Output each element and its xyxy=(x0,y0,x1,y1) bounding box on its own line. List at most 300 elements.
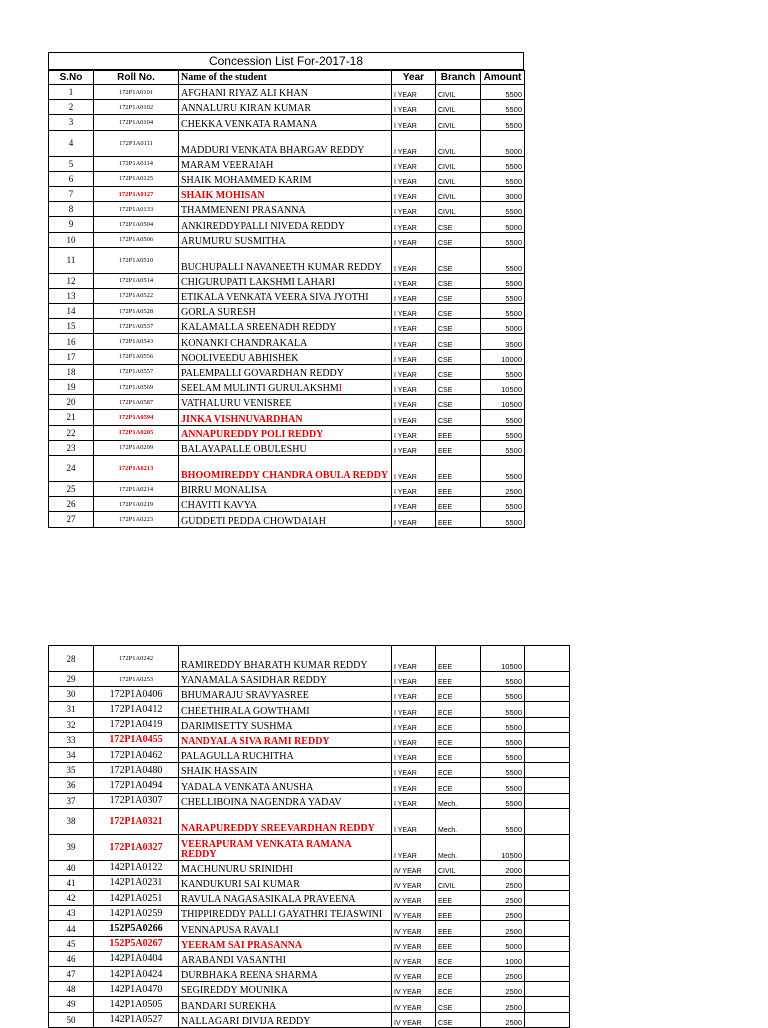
cell-sno: 33 xyxy=(49,732,94,747)
cell-year: I YEAR xyxy=(392,100,436,115)
cell-year: I YEAR xyxy=(392,410,436,425)
cell-branch: CIVIL xyxy=(436,860,481,875)
cell-branch: EEE xyxy=(436,891,481,906)
cell-student-name: ANNALURU KIRAN KUMAR xyxy=(179,100,392,115)
cell-amount: 2500 xyxy=(481,875,525,890)
cell-branch: CIVIL xyxy=(436,186,481,201)
cell-branch: CIVIL xyxy=(436,130,481,156)
cell-amount: 5500 xyxy=(481,717,525,732)
cell-sno: 17 xyxy=(49,349,94,364)
cell-amount: 2500 xyxy=(481,906,525,921)
cell-sno: 31 xyxy=(49,702,94,717)
cell-sno: 26 xyxy=(49,497,94,512)
cell-student-name: RAVULA NAGASASIKALA PRAVEENA xyxy=(179,891,392,906)
cell-student-name: YEERAM SAI PRASANNA xyxy=(179,936,392,951)
header-roll: Roll No. xyxy=(94,71,179,85)
cell-year: I YEAR xyxy=(392,763,436,778)
cell-amount: 5500 xyxy=(481,85,525,100)
cell-amount: 10500 xyxy=(481,834,525,860)
cell-student-name: BALAYAPALLE OBULESHU xyxy=(179,440,392,455)
cell-year: I YEAR xyxy=(392,273,436,288)
cell-branch: ECE xyxy=(436,778,481,793)
cell-branch: CSE xyxy=(436,288,481,303)
cell-extra xyxy=(525,687,570,702)
cell-branch: CSE xyxy=(436,319,481,334)
cell-roll-no: 172P1A0556 xyxy=(94,349,179,364)
cell-branch: EEE xyxy=(436,455,481,481)
cell-year: IV YEAR xyxy=(392,982,436,997)
cell-sno: 20 xyxy=(49,395,94,410)
cell-branch: EEE xyxy=(436,440,481,455)
cell-branch: CIVIL xyxy=(436,171,481,186)
cell-year: I YEAR xyxy=(392,247,436,273)
cell-roll-no: 172P1A0510 xyxy=(94,247,179,273)
cell-amount: 2500 xyxy=(481,921,525,936)
cell-amount: 2500 xyxy=(481,982,525,997)
cell-branch: ECE xyxy=(436,702,481,717)
cell-sno: 41 xyxy=(49,875,94,890)
cell-amount: 2000 xyxy=(481,860,525,875)
cell-sno: 47 xyxy=(49,967,94,982)
cell-sno: 32 xyxy=(49,717,94,732)
cell-student-name: CHEETHIRALA GOWTHAMI xyxy=(179,702,392,717)
cell-year: IV YEAR xyxy=(392,1012,436,1027)
cell-student-name: RAMIREDDY BHARATH KUMAR REDDY xyxy=(179,646,392,672)
cell-year: I YEAR xyxy=(392,834,436,860)
cell-extra xyxy=(525,763,570,778)
cell-sno: 49 xyxy=(49,997,94,1012)
cell-amount: 5500 xyxy=(481,410,525,425)
cell-year: I YEAR xyxy=(392,334,436,349)
cell-sno: 18 xyxy=(49,364,94,379)
cell-roll-no: 172P1A0462 xyxy=(94,747,179,762)
cell-year: I YEAR xyxy=(392,130,436,156)
table-row xyxy=(49,156,525,171)
cell-student-name: BHUMARAJU SRAVYASREE xyxy=(179,687,392,702)
cell-roll-no: 152P5A0267 xyxy=(94,936,179,951)
table-row xyxy=(49,410,525,425)
cell-student-name: SHAIK HASSAIN xyxy=(179,763,392,778)
cell-student-name: KONANKI CHANDRAKALA xyxy=(179,334,392,349)
cell-extra xyxy=(525,747,570,762)
cell-branch: CSE xyxy=(436,364,481,379)
table-row xyxy=(49,497,525,512)
cell-student-name: THIPPIREDDY PALLI GAYATHRI TEJASWINI xyxy=(179,906,392,921)
table-row xyxy=(49,425,525,440)
cell-sno: 38 xyxy=(49,808,94,834)
table-row xyxy=(49,232,525,247)
cell-student-name: ANKIREDDYPALLI NIVEDA REDDY xyxy=(179,217,392,232)
cell-amount: 5500 xyxy=(481,440,525,455)
cell-branch: ECE xyxy=(436,982,481,997)
cell-sno: 27 xyxy=(49,512,94,527)
table-row xyxy=(49,512,525,527)
cell-roll-no: 172P1A0114 xyxy=(94,156,179,171)
cell-roll-no: 142P1A0424 xyxy=(94,967,179,982)
cell-extra xyxy=(525,834,570,860)
cell-amount: 1000 xyxy=(481,951,525,966)
cell-year: I YEAR xyxy=(392,455,436,481)
table-row xyxy=(49,273,525,288)
cell-branch: CSE xyxy=(436,217,481,232)
table-row xyxy=(49,860,570,875)
table-row xyxy=(49,247,525,273)
cell-extra xyxy=(525,875,570,890)
cell-branch: ECE xyxy=(436,687,481,702)
cell-roll-no: 142P1A0527 xyxy=(94,1012,179,1027)
cell-sno: 35 xyxy=(49,763,94,778)
cell-year: I YEAR xyxy=(392,202,436,217)
cell-sno: 1 xyxy=(49,85,94,100)
cell-student-name: BANDARI SUREKHA xyxy=(179,997,392,1012)
cell-year: I YEAR xyxy=(392,364,436,379)
cell-amount: 5500 xyxy=(481,702,525,717)
table-row xyxy=(49,982,570,997)
cell-roll-no: 172P1A0242 xyxy=(94,646,179,672)
cell-branch: CSE xyxy=(436,997,481,1012)
cell-amount: 5500 xyxy=(481,778,525,793)
cell-roll-no: 172P1A0102 xyxy=(94,100,179,115)
table-header-row xyxy=(49,71,525,85)
header-year: Year xyxy=(392,71,436,85)
cell-extra xyxy=(525,997,570,1012)
cell-amount: 10000 xyxy=(481,349,525,364)
cell-student-name: CHAVITI KAVYA xyxy=(179,497,392,512)
cell-branch: EEE xyxy=(436,672,481,687)
cell-roll-no: 172P1A0219 xyxy=(94,497,179,512)
cell-roll-no: 172P1A0104 xyxy=(94,115,179,130)
cell-sno: 8 xyxy=(49,202,94,217)
cell-student-name: CHIGURUPATI LAKSHMI LAHARI xyxy=(179,273,392,288)
cell-extra xyxy=(525,921,570,936)
cell-sno: 9 xyxy=(49,217,94,232)
cell-roll-no: 172P1A0205 xyxy=(94,425,179,440)
cell-sno: 19 xyxy=(49,380,94,395)
cell-branch: CIVIL xyxy=(436,875,481,890)
cell-branch: CIVIL xyxy=(436,100,481,115)
table-row xyxy=(49,380,525,395)
cell-year: I YEAR xyxy=(392,778,436,793)
cell-sno: 23 xyxy=(49,440,94,455)
cell-amount: 3500 xyxy=(481,334,525,349)
cell-student-name: PALEMPALLI GOVARDHAN REDDY xyxy=(179,364,392,379)
cell-roll-no: 172P1A0127 xyxy=(94,186,179,201)
cell-student-name: NARAPUREDDY SREEVARDHAN REDDY xyxy=(179,808,392,834)
cell-sno: 14 xyxy=(49,304,94,319)
cell-year: I YEAR xyxy=(392,217,436,232)
cell-roll-no: 172P1A0253 xyxy=(94,672,179,687)
cell-amount: 5500 xyxy=(481,288,525,303)
cell-year: IV YEAR xyxy=(392,875,436,890)
concession-table-1 xyxy=(48,70,525,528)
cell-amount: 5500 xyxy=(481,273,525,288)
cell-branch: CSE xyxy=(436,304,481,319)
table-row xyxy=(49,875,570,890)
table-row xyxy=(49,130,525,156)
table-row xyxy=(49,834,570,860)
cell-year: IV YEAR xyxy=(392,951,436,966)
cell-sno: 12 xyxy=(49,273,94,288)
cell-roll-no: 172P1A0514 xyxy=(94,273,179,288)
cell-branch: EEE xyxy=(436,921,481,936)
cell-year: I YEAR xyxy=(392,156,436,171)
cell-student-name: DURBHAKA REENA SHARMA xyxy=(179,967,392,982)
cell-amount: 10500 xyxy=(481,395,525,410)
cell-sno: 5 xyxy=(49,156,94,171)
cell-student-name: DARIMISETTY SUSHMA xyxy=(179,717,392,732)
cell-extra xyxy=(525,672,570,687)
cell-amount: 10500 xyxy=(481,646,525,672)
cell-student-name: ARUMURU SUSMITHA xyxy=(179,232,392,247)
table-row xyxy=(49,763,570,778)
cell-student-name: YADALA VENKATA ANUSHA xyxy=(179,778,392,793)
cell-student-name: SEGIREDDY MOUNIKA xyxy=(179,982,392,997)
cell-roll-no: 172P1A0569 xyxy=(94,380,179,395)
cell-roll-no: 172P1A0587 xyxy=(94,395,179,410)
cell-branch: CIVIL xyxy=(436,115,481,130)
cell-sno: 39 xyxy=(49,834,94,860)
cell-sno: 11 xyxy=(49,247,94,273)
cell-amount: 5500 xyxy=(481,202,525,217)
cell-amount: 5500 xyxy=(481,247,525,273)
cell-roll-no: 142P1A0259 xyxy=(94,906,179,921)
cell-branch: CIVIL xyxy=(436,202,481,217)
cell-year: I YEAR xyxy=(392,687,436,702)
cell-amount: 5500 xyxy=(481,425,525,440)
cell-extra xyxy=(525,891,570,906)
table-row xyxy=(49,732,570,747)
cell-year: I YEAR xyxy=(392,497,436,512)
cell-amount: 5500 xyxy=(481,687,525,702)
cell-roll-no: 172P1A0111 xyxy=(94,130,179,156)
cell-roll-no: 172P1A0480 xyxy=(94,763,179,778)
table-row xyxy=(49,481,525,496)
cell-extra xyxy=(525,982,570,997)
table-row xyxy=(49,349,525,364)
cell-roll-no: 142P1A0404 xyxy=(94,951,179,966)
cell-amount: 2500 xyxy=(481,481,525,496)
cell-student-name: THAMMENENI PRASANNA xyxy=(179,202,392,217)
cell-student-name: NANDYALA SIVA RAMI REDDY xyxy=(179,732,392,747)
header-branch: Branch xyxy=(436,71,481,85)
table-row xyxy=(49,455,525,481)
cell-roll-no: 172P1A0406 xyxy=(94,687,179,702)
cell-sno: 50 xyxy=(49,1012,94,1027)
cell-branch: CSE xyxy=(436,1012,481,1027)
cell-roll-no: 172P1A0537 xyxy=(94,319,179,334)
cell-sno: 44 xyxy=(49,921,94,936)
cell-year: IV YEAR xyxy=(392,891,436,906)
cell-amount: 5500 xyxy=(481,763,525,778)
cell-branch: Mech. xyxy=(436,808,481,834)
cell-roll-no: 172P1A0455 xyxy=(94,732,179,747)
cell-roll-no: 172P1A0557 xyxy=(94,364,179,379)
cell-amount: 2500 xyxy=(481,997,525,1012)
table-row xyxy=(49,702,570,717)
cell-roll-no: 172P1A0594 xyxy=(94,410,179,425)
cell-extra xyxy=(525,702,570,717)
cell-amount: 5000 xyxy=(481,936,525,951)
cell-sno: 2 xyxy=(49,100,94,115)
cell-amount: 5500 xyxy=(481,512,525,527)
cell-extra xyxy=(525,951,570,966)
cell-extra xyxy=(525,808,570,834)
cell-year: I YEAR xyxy=(392,793,436,808)
cell-year: IV YEAR xyxy=(392,967,436,982)
cell-student-name: BIRRU MONALISA xyxy=(179,481,392,496)
cell-extra xyxy=(525,717,570,732)
cell-branch: ECE xyxy=(436,951,481,966)
cell-branch: CSE xyxy=(436,349,481,364)
cell-branch: ECE xyxy=(436,763,481,778)
cell-extra xyxy=(525,778,570,793)
cell-branch: CSE xyxy=(436,395,481,410)
cell-roll-no: 172P1A0543 xyxy=(94,334,179,349)
cell-student-name: KALAMALLA SREENADH REDDY xyxy=(179,319,392,334)
cell-year: I YEAR xyxy=(392,646,436,672)
cell-branch: CSE xyxy=(436,273,481,288)
cell-sno: 4 xyxy=(49,130,94,156)
cell-sno: 16 xyxy=(49,334,94,349)
cell-student-name: MACHUNURU SRINIDHI xyxy=(179,860,392,875)
cell-year: I YEAR xyxy=(392,717,436,732)
cell-extra xyxy=(525,967,570,982)
cell-roll-no: 172P1A0522 xyxy=(94,288,179,303)
table-row xyxy=(49,921,570,936)
table-row xyxy=(49,967,570,982)
cell-roll-no: 172P1A0419 xyxy=(94,717,179,732)
cell-amount: 5500 xyxy=(481,808,525,834)
cell-student-name: ETIKALA VENKATA VEERA SIVA JYOTHI xyxy=(179,288,392,303)
cell-sno: 48 xyxy=(49,982,94,997)
cell-student-name: KANDUKURI SAI KUMAR xyxy=(179,875,392,890)
cell-amount: 5000 xyxy=(481,217,525,232)
cell-amount: 5500 xyxy=(481,156,525,171)
cell-amount: 5500 xyxy=(481,171,525,186)
cell-student-name: VENNAPUSA RAVALI xyxy=(179,921,392,936)
table-row xyxy=(49,997,570,1012)
cell-student-name: AFGHANI RIYAZ ALI KHAN xyxy=(179,85,392,100)
cell-branch: Mech. xyxy=(436,793,481,808)
cell-branch: Mech. xyxy=(436,834,481,860)
table-row xyxy=(49,1012,570,1027)
cell-sno: 42 xyxy=(49,891,94,906)
cell-roll-no: 172P1A0504 xyxy=(94,217,179,232)
table-row xyxy=(49,906,570,921)
cell-branch: CSE xyxy=(436,334,481,349)
cell-branch: EEE xyxy=(436,497,481,512)
cell-year: IV YEAR xyxy=(392,860,436,875)
cell-student-name: SHAIK MOHISAN xyxy=(179,186,392,201)
cell-year: IV YEAR xyxy=(392,936,436,951)
header-amount: Amount xyxy=(481,71,525,85)
cell-student-name: NALLAGARI DIVIJA REDDY xyxy=(179,1012,392,1027)
cell-branch: ECE xyxy=(436,967,481,982)
cell-sno: 40 xyxy=(49,860,94,875)
cell-amount: 5500 xyxy=(481,364,525,379)
cell-year: I YEAR xyxy=(392,380,436,395)
table-row xyxy=(49,304,525,319)
cell-roll-no: 142P1A0505 xyxy=(94,997,179,1012)
header-sno: S.No xyxy=(49,71,94,85)
cell-branch: ECE xyxy=(436,717,481,732)
table-row xyxy=(49,687,570,702)
cell-student-name: BUCHUPALLI NAVANEETH KUMAR REDDY xyxy=(179,247,392,273)
table-row xyxy=(49,334,525,349)
cell-branch: EEE xyxy=(436,481,481,496)
cell-year: I YEAR xyxy=(392,425,436,440)
table-row xyxy=(49,747,570,762)
cell-branch: ECE xyxy=(436,747,481,762)
table-row xyxy=(49,171,525,186)
table-row xyxy=(49,186,525,201)
table-row xyxy=(49,100,525,115)
cell-sno: 43 xyxy=(49,906,94,921)
cell-roll-no: 172P1A0528 xyxy=(94,304,179,319)
table-row xyxy=(49,440,525,455)
table-row xyxy=(49,951,570,966)
cell-year: I YEAR xyxy=(392,85,436,100)
cell-sno: 37 xyxy=(49,793,94,808)
cell-year: I YEAR xyxy=(392,395,436,410)
cell-branch: CSE xyxy=(436,232,481,247)
table-row xyxy=(49,85,525,100)
table-row xyxy=(49,288,525,303)
concession-table-2 xyxy=(48,645,570,1028)
cell-year: IV YEAR xyxy=(392,906,436,921)
cell-sno: 10 xyxy=(49,232,94,247)
cell-student-name: ANNAPUREDDY POLI REDDY xyxy=(179,425,392,440)
cell-extra xyxy=(525,936,570,951)
cell-year: I YEAR xyxy=(392,747,436,762)
cell-sno: 28 xyxy=(49,646,94,672)
cell-student-name: CHELLIBOINA NAGENDRA YADAV xyxy=(179,793,392,808)
cell-student-name: NOOLIVEEDU ABHISHEK xyxy=(179,349,392,364)
cell-student-name: GORLA SURESH xyxy=(179,304,392,319)
cell-roll-no: 172P1A0209 xyxy=(94,440,179,455)
cell-branch: EEE xyxy=(436,425,481,440)
cell-branch: CSE xyxy=(436,380,481,395)
cell-year: I YEAR xyxy=(392,349,436,364)
cell-student-name: SEELAM MULINTI GURULAKSHMI xyxy=(179,380,392,395)
cell-student-name: VEERAPURAM VENKATA RAMANA REDDY xyxy=(179,834,392,860)
cell-roll-no: 142P1A0231 xyxy=(94,875,179,890)
cell-year: I YEAR xyxy=(392,115,436,130)
cell-sno: 15 xyxy=(49,319,94,334)
cell-year: I YEAR xyxy=(392,304,436,319)
header-name: Name of the student xyxy=(179,71,392,85)
cell-student-name: BHOOMIREDDY CHANDRA OBULA REDDY xyxy=(179,455,392,481)
cell-amount: 2500 xyxy=(481,1012,525,1027)
cell-year: I YEAR xyxy=(392,702,436,717)
table-row xyxy=(49,646,570,672)
name-highlight-letter: I xyxy=(338,383,343,395)
cell-year: I YEAR xyxy=(392,186,436,201)
cell-student-name: CHEKKA VENKATA RAMANA xyxy=(179,115,392,130)
cell-student-name: SHAIK MOHAMMED KARIM xyxy=(179,171,392,186)
cell-branch: EEE xyxy=(436,512,481,527)
cell-roll-no: 172P1A0133 xyxy=(94,202,179,217)
cell-branch: ECE xyxy=(436,732,481,747)
table-row xyxy=(49,319,525,334)
cell-amount: 5500 xyxy=(481,100,525,115)
cell-amount: 5500 xyxy=(481,232,525,247)
cell-sno: 46 xyxy=(49,951,94,966)
table-row xyxy=(49,891,570,906)
cell-amount: 5500 xyxy=(481,793,525,808)
cell-roll-no: 172P1A0223 xyxy=(94,512,179,527)
cell-student-name: YANAMALA SASIDHAR REDDY xyxy=(179,672,392,687)
